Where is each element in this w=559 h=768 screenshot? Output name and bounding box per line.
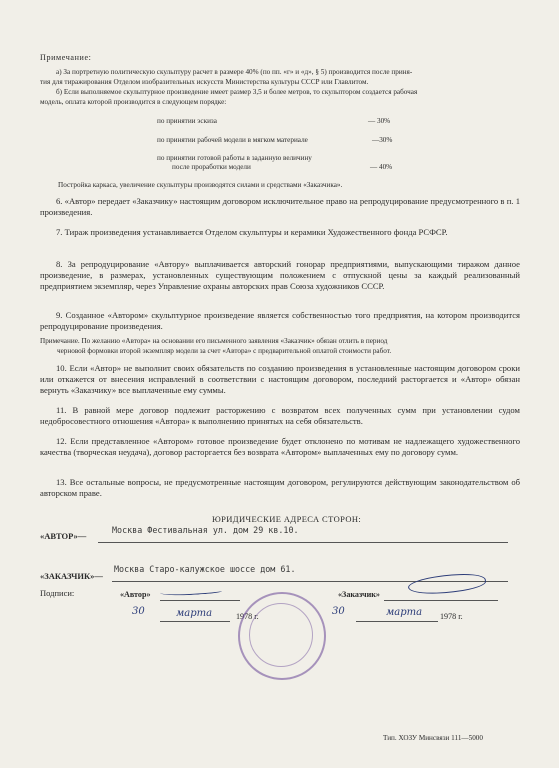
clause-9: [40, 310, 520, 332]
date-left-day: 30: [132, 606, 145, 617]
frame-note: Постройка каркаса, увеличение скульптуры производятся силами и средствами «Заказчика».: [58, 181, 343, 189]
date-right-year: 1978 г.: [440, 612, 463, 621]
note-a-line-1: а) За портретную политическую скульптуру расчет в размере 40% (по пп. «г» и «д», § 5) производится после приня-: [56, 68, 413, 76]
clause-7-text: 7. Тираж произведения устанавливается Отделом скульптуры и керамики Художественного фонда РСФСР.: [56, 227, 448, 237]
clause-9-text: 9. Созданное «Автором» скульптурное произведение является собственностью того предприятия, на котором производится репродуцирование произведения.: [40, 310, 520, 331]
author-address-underline: [98, 542, 508, 543]
clause-9-note-line-2: черновой формовки второй экземпляр модели за счет «Автора» с предварительной оплатой стоимости работ.: [57, 347, 392, 355]
note-heading: Примечание:: [40, 53, 92, 62]
clause-8: [40, 259, 520, 292]
note-a-line-2: тия для тиражирования Отделом изобразительных искусств Министерства культуры СССР или Главлитом.: [40, 78, 369, 86]
date-right-month: марта: [386, 607, 423, 618]
printer-mark: Тип. ХОЗУ Минсвязи 111—5000: [383, 734, 483, 742]
note-b-line-1: б) Если выполняемое скульптурное произведение имеет размер 3,5 и более метров, то скульптором создается рабочая: [56, 88, 418, 96]
sign-author-line: [160, 600, 240, 601]
clause-7: [40, 227, 520, 238]
clause-11-text: 11. В равной мере договор подлежит расторжению с возвратом всех полученных сумм при установлении судом недобросовестного отношения «Автора» к выполнению принятых на себя обязательств.: [40, 405, 520, 426]
date-right-day: 30: [332, 606, 345, 617]
sign-customer-label: «Заказчик»: [338, 590, 380, 599]
clause-13: [40, 477, 520, 499]
customer-signature: [407, 570, 487, 597]
payment-row-label: после проработки модели: [172, 163, 251, 171]
payment-row-value: — 40%: [370, 163, 393, 171]
clause-6: [40, 196, 520, 218]
author-label: «АВТОР»—: [40, 531, 87, 541]
clause-9-note-line-1: Примечание. По желанию «Автора» на основании его письменного заявления «Заказчик» обязан отлить в период: [40, 337, 388, 345]
customer-address: Москва Старо-калужское шоссе дом 61.: [114, 564, 296, 574]
sign-customer-line: [384, 600, 498, 601]
author-address: Москва Фестивальная ул. дом 29 кв.10.: [112, 525, 299, 535]
note-b-line-2: модель, оплата которой производится в следующем порядке:: [40, 98, 227, 106]
author-signature: [160, 586, 222, 597]
clause-12-text: 12. Если представленное «Автором» готовое произведение будет отклонено по мотивам не надлежащего художественного качества (творческая неудача), договор расторгается без возврата «Автором» выплаченных ему по договору сумм.: [40, 436, 520, 457]
payment-row-label: по принятии готовой работы в заданную величину: [157, 154, 312, 162]
payment-row-label: по принятии эскиза: [157, 117, 217, 125]
date-right-underline: [356, 621, 438, 622]
clause-10-text: 10. Если «Автор» не выполнит своих обязательств по созданию произведения в установленные настоящим договором сроки или откажется от внесения исправлений в соответствии с настоящим договором, последний расторгается и «Автор» обязан вернуть «Заказчику» все выплаченные ему суммы.: [40, 363, 520, 395]
sign-author-label: «Автор»: [120, 590, 151, 599]
date-left-underline: [160, 621, 230, 622]
clause-8-text: 8. За репродуцирование «Автору» выплачивается авторский гонорар предприятиями, выпускающими тиражом данное произведение, в размерах, установленных существующим положением с отпускной цены за каждый реализованный предприятием экземпляр, через Управление охраны авторских прав Союза художников СССР.: [40, 259, 520, 291]
signatures-label: Подписи:: [40, 588, 75, 598]
payment-row-value: — 30%: [368, 117, 391, 125]
official-seal: [238, 592, 326, 680]
clause-10: [40, 363, 520, 396]
payment-row-label: по принятии рабочей модели в мягком материале: [157, 136, 308, 144]
addresses-heading: ЮРИДИЧЕСКИЕ АДРЕСА СТОРОН:: [212, 514, 362, 524]
payment-row-value: —30%: [372, 136, 393, 144]
clause-11: [40, 405, 520, 427]
clause-12: [40, 436, 520, 458]
date-left-month: марта: [176, 608, 213, 619]
date-left-year: 1978 г.: [236, 612, 259, 621]
clause-13-text: 13. Все остальные вопросы, не предусмотренные настоящим договором, регулируются действующим законодательством об авторском праве.: [40, 477, 520, 498]
customer-label: «ЗАКАЗЧИК»—: [40, 571, 103, 581]
clause-6-text: 6. «Автор» передает «Заказчику» настоящим договором исключительное право на репродуцирование предусмотренного в п. 1 произведения.: [40, 196, 520, 217]
